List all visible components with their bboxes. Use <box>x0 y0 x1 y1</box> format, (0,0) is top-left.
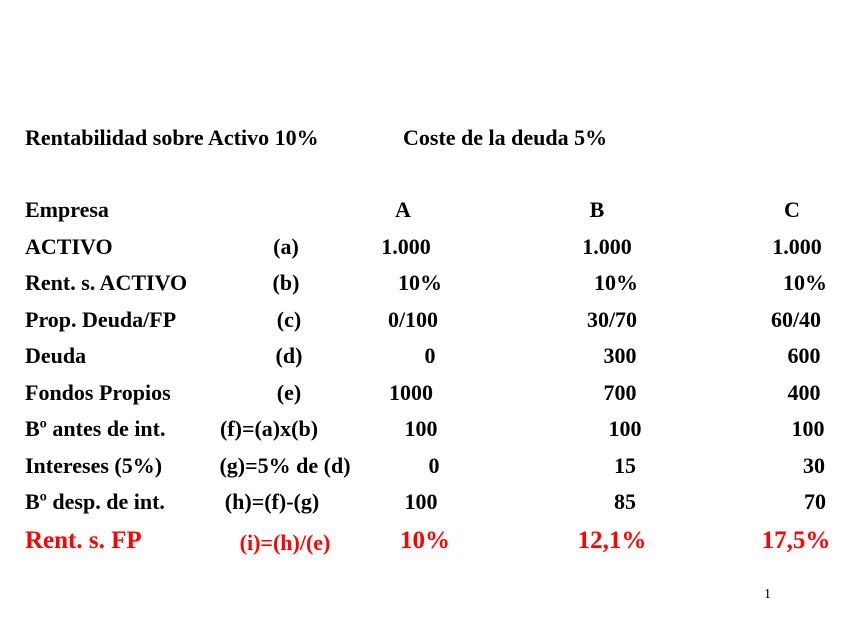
cell-activo-c: 1.000 <box>772 234 822 259</box>
column-header-b: B <box>589 197 605 222</box>
cell-prop-deuda-c: 60/40 <box>770 307 822 332</box>
cell-deuda-b: 300 <box>603 343 637 368</box>
cell-rent-fp-b: 12,1% <box>577 527 647 554</box>
row-formula-b: (b) <box>272 270 300 295</box>
row-label-prop-deuda: Prop. Deuda/FP <box>25 307 177 332</box>
cell-intereses-a: 0 <box>428 453 440 478</box>
row-formula-f: (f)=(a)x(b) <box>219 416 319 441</box>
cell-beneficio-despues-b: 85 <box>614 489 636 514</box>
cell-beneficio-antes-a: 100 <box>404 416 438 441</box>
row-formula-c: (c) <box>276 307 302 332</box>
cell-fondos-propios-a: 1000 <box>389 380 433 405</box>
cell-beneficio-despues-a: 100 <box>404 489 438 514</box>
row-formula-a: (a) <box>273 234 299 259</box>
cell-deuda-a: 0 <box>424 343 436 368</box>
column-header-c: C <box>784 197 800 222</box>
row-formula-i: (i)=(h)/(e) <box>239 530 331 555</box>
cell-beneficio-despues-c: 70 <box>804 489 826 514</box>
empresa-label: Empresa <box>25 197 109 222</box>
row-label-rent-activo: Rent. s. ACTIVO <box>25 270 188 295</box>
row-formula-h: (h)=(f)-(g) <box>224 489 320 514</box>
row-label-deuda: Deuda <box>25 343 87 368</box>
row-label-activo: ACTIVO <box>25 234 113 259</box>
cell-fondos-propios-c: 400 <box>787 380 821 405</box>
cell-beneficio-antes-b: 100 <box>608 416 642 441</box>
row-label-rent-fp: Rent. s. FP <box>25 527 142 554</box>
cell-prop-deuda-b: 30/70 <box>586 307 638 332</box>
row-label-fondos-propios: Fondos Propios <box>25 380 171 405</box>
column-header-a: A <box>395 197 411 222</box>
cell-prop-deuda-a: 0/100 <box>387 307 439 332</box>
row-label-beneficio-antes: Bº antes de int. <box>25 416 166 441</box>
cell-rent-fp-a: 10% <box>400 527 450 554</box>
cell-fondos-propios-b: 700 <box>603 380 637 405</box>
row-label-intereses: Intereses (5%) <box>25 453 163 478</box>
cell-rent-activo-b: 10% <box>594 270 638 295</box>
page-number: 1 <box>764 587 771 602</box>
cell-rent-activo-c: 10% <box>783 270 827 295</box>
cell-beneficio-antes-c: 100 <box>791 416 825 441</box>
cell-intereses-b: 15 <box>614 453 636 478</box>
cell-activo-a: 1.000 <box>381 234 431 259</box>
cell-intereses-c: 30 <box>803 453 825 478</box>
rentabilidad-heading: Rentabilidad sobre Activo 10% <box>25 125 319 150</box>
cell-rent-activo-a: 10% <box>398 270 442 295</box>
coste-deuda-heading: Coste de la deuda 5% <box>403 125 608 150</box>
row-formula-g: (g)=5% de (d) <box>219 453 351 478</box>
row-formula-e: (e) <box>276 380 302 405</box>
row-label-beneficio-despues: Bº desp. de int. <box>25 489 165 514</box>
row-formula-d: (d) <box>275 343 303 368</box>
cell-deuda-c: 600 <box>787 343 821 368</box>
cell-activo-b: 1.000 <box>582 234 632 259</box>
cell-rent-fp-c: 17,5% <box>761 527 831 554</box>
